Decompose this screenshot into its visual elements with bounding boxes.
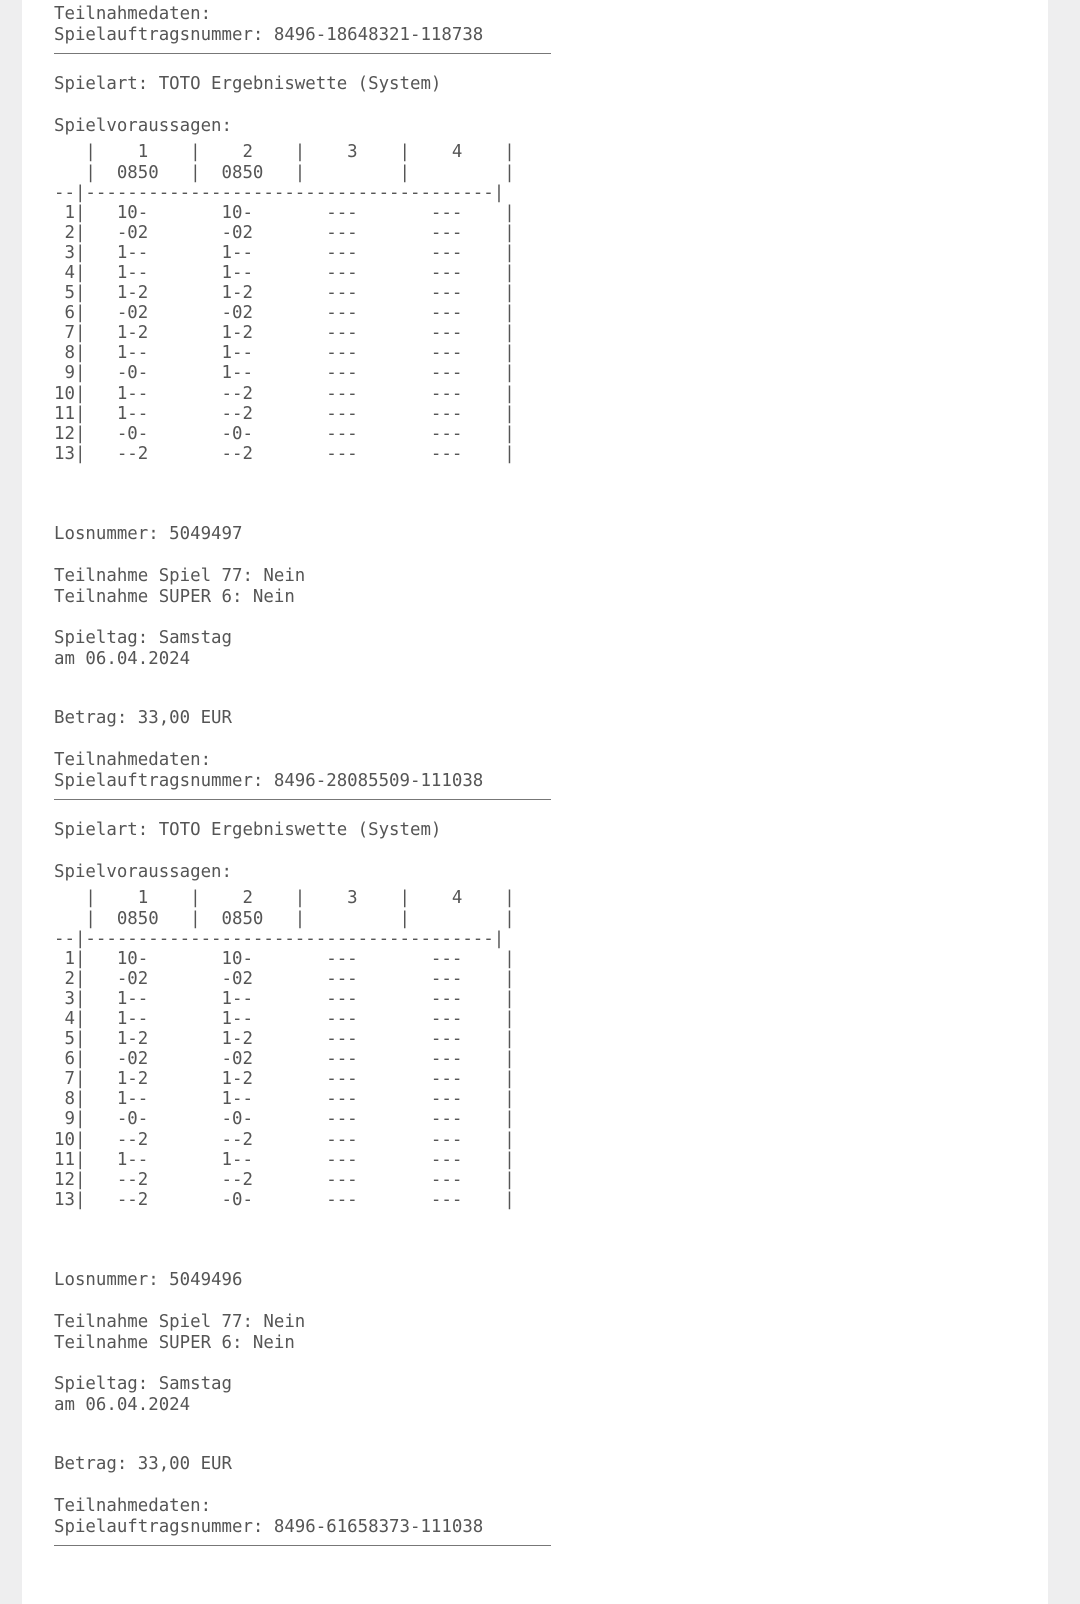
spielart: Spielart: TOTO Ergebniswette (System)	[54, 819, 442, 840]
teilnahme-super6: Teilnahme SUPER 6: Nein	[54, 1332, 295, 1353]
spielart: Spielart: TOTO Ergebniswette (System)	[54, 73, 442, 94]
spieltag-datum: am 06.04.2024	[54, 649, 191, 670]
teilnahmedaten-label: Teilnahmedaten:	[54, 749, 212, 770]
prediction-table: | 1 | 2 | 3 | 4 | | 0850 | 0850 | | | --|---------------------------------------| 1| 10- 10- --- --- | 2| -02 -02 --- --- | 3| 1-- 1-- --- --- | 4| 1-- 1-- --- --- | 5| 1-2 1-2 --- --- | 6| -02 -02 --- --- | 7| 1-2 1-2 --- --- | 8| 1-- 1-- --- --- | 9| -0- 1-- --- --- | 10| 1-- --2 --- --- | 11| 1-- --2 --- --- | 12| -0- -0- --- --- | 13| --2 --2 --- --- |	[54, 142, 515, 464]
divider	[54, 1545, 551, 1546]
spielauftragsnummer: Spielauftragsnummer: 8496-18648321-118738	[54, 24, 484, 45]
spielvoraussagen-label: Spielvoraussagen:	[54, 115, 232, 136]
spieltag: Spieltag: Samstag	[54, 1374, 232, 1395]
teilnahmedaten-label: Teilnahmedaten:	[54, 4, 212, 24]
divider	[54, 799, 551, 800]
betrag: Betrag: 33,00 EUR	[54, 1454, 232, 1475]
prediction-table: | 1 | 2 | 3 | 4 | | 0850 | 0850 | | | --|---------------------------------------| 1| 10- 10- --- --- | 2| -02 -02 --- --- | 3| 1-- 1-- --- --- | 4| 1-- 1-- --- --- | 5| 1-2 1-2 --- --- | 6| -02 -02 --- --- | 7| 1-2 1-2 --- --- | 8| 1-- 1-- --- --- | 9| -0- -0- --- --- | 10| --2 --2 --- --- | 11| 1-- 1-- --- --- | 12| --2 --2 --- --- | 13| --2 -0- --- --- |	[54, 888, 515, 1210]
divider	[54, 53, 551, 54]
losnummer: Losnummer: 5049497	[54, 523, 243, 544]
teilnahme-spiel77: Teilnahme Spiel 77: Nein	[54, 1311, 306, 1332]
spielauftragsnummer: Spielauftragsnummer: 8496-61658373-111038	[54, 1516, 484, 1537]
email-body	[22, 0, 1048, 1604]
teilnahme-spiel77: Teilnahme Spiel 77: Nein	[54, 565, 306, 586]
spieltag-datum: am 06.04.2024	[54, 1395, 191, 1416]
teilnahme-super6: Teilnahme SUPER 6: Nein	[54, 586, 295, 607]
losnummer: Losnummer: 5049496	[54, 1269, 243, 1290]
spielvoraussagen-label: Spielvoraussagen:	[54, 861, 232, 882]
spieltag: Spieltag: Samstag	[54, 628, 232, 649]
betrag: Betrag: 33,00 EUR	[54, 708, 232, 729]
spielauftragsnummer: Spielauftragsnummer: 8496-28085509-111038	[54, 770, 484, 791]
teilnahmedaten-label: Teilnahmedaten:	[54, 1495, 212, 1516]
toto-receipt	[54, 4, 1014, 1566]
